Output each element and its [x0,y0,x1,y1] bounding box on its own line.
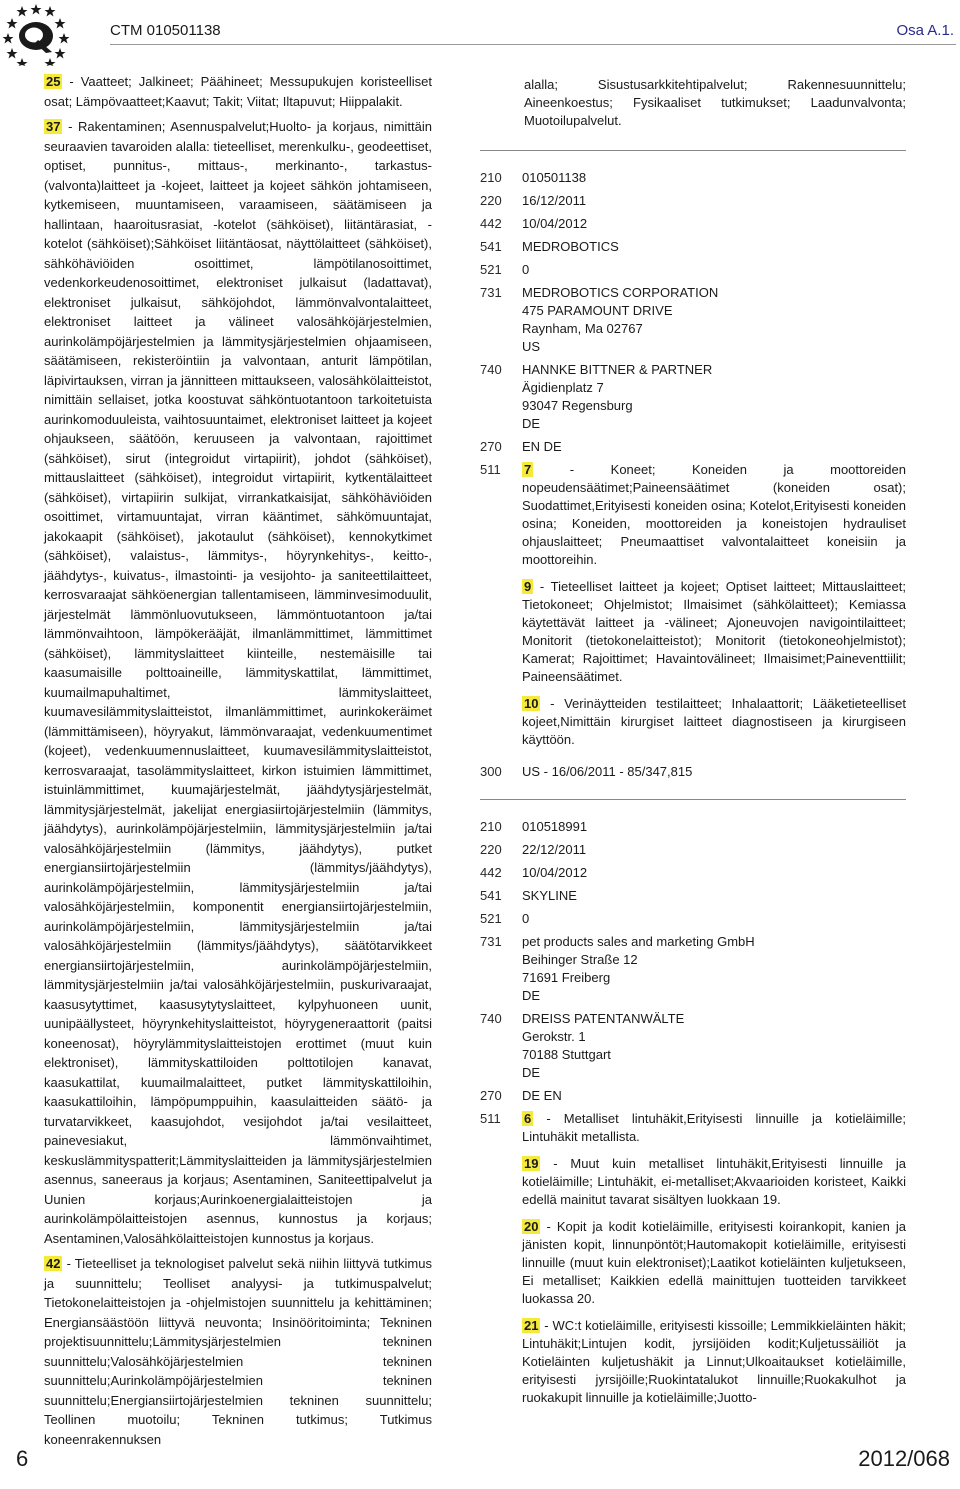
class-number-badge: 25 [46,74,61,89]
continued-text: alalla; Sisustusarkkitehtipalvelut; Rakennesuunnittelu; Aineenkoestus; Fysikaaliset tutkimukset; Laadunvalvonta; Muotoilupalvelut. [524,77,906,128]
class-entry [522,1218,906,1308]
field-code: 270 [480,1088,502,1103]
field-code: 521 [480,262,502,277]
class-entry [522,1110,906,1146]
class-text: - Kopit ja kodit kotieläimille, erityisesti koirankopit, kanien ja jänisten kopit, linnunpöntöt;Hautomakopit kotieläimille, erityisesti linnuille (muut kuin elektroniset);Laatikot kotieläinten kuljetukseen, Ei metalliset; Kaikkien edellä mainittujen tuotteiden tarvikkeet luokassa 20. [522,1219,906,1306]
class-text: - WC:t kotieläimille, erityisesti kissoille; Lemmikkieläinten häkit; Lintuhäkit;Lintujen kodit, jyrsijöiden kodit;Kuljetussäiliöt ja Kotieläinten kuljetushäkit ja Linnut;Ulkoaitaukset kotieläimille, erityisesti jyrsijöille;Ruokintatalukot linnuille;Ruokakulhot ja ruokakupit linnuille ja kotieläimille;Juotto- [522,1318,906,1405]
class-entry [522,1155,906,1209]
class-number-badge: 10 [524,696,539,711]
field-value: DE [522,416,541,431]
page-number: 6 [16,1446,29,1471]
class-number-badge: 37 [46,119,61,134]
field-value: DREISS PATENTANWÄLTE [522,1011,685,1026]
field-value: 93047 Regensburg [522,398,633,413]
class-text: - Koneet; Koneiden ja moottoreiden nopeudensäätimet;Paineensäätimet (koneiden osat); Suodattimet,Erityisesti koneiden osina; Kotelot,Erityisesti koneiden osina; Koneiden, moottoreiden ja koneistojen hydrauliset ohjauslaitteet; Pneumaattiset valvontalaitteet koneisiin ja moottoreihin. [522,462,906,567]
left-column [44,72,432,1449]
field-value: 16/12/2011 [522,193,587,208]
field-value: 010501138 [522,170,587,185]
field-code: 541 [480,888,502,903]
field-code: 731 [480,934,502,949]
field-code: 210 [480,819,502,834]
class-entry [522,695,906,749]
record-field [480,818,906,836]
class-number-badge: 19 [524,1156,539,1171]
class-entry [522,578,906,686]
field-value: US - 16/06/2011 - 85/347,815 [522,764,693,779]
record-field [480,864,906,882]
field-code: 521 [480,911,502,926]
document-code: CTM 010501138 [110,22,221,39]
record-field [480,284,906,356]
field-value: 010518991 [522,819,588,834]
record-field [480,461,906,758]
class-text: - Rakentaminen; Asennuspalvelut;Huolto- ja korjaus, nimittäin seuraavien tavaroiden alalla: tieteelliset, merenkulku-, geodeettiset, optiset, punnitus-, mittaus-, merkinanto-, tarkastus- (valvonta)laitteet ja -kojeet, laitteet ja kojeet sähkön johtamiseen, kytkemiseen, muuntamiseen, varaamiseen, säätämiseen ja hallintaan, haaroitusrasiat, -kotelot (sähköiset), liitäntärasiat, -kotelot (sähköiset);Sähköiset liitäntäosat, näyttölaitteet (sähköiset), sähköhäviöiden osoittimet, lämpötilanosoittimet, vedenkorkeudenosoittimet, elektroniset julkaisut (ladattavat), elektroniset julkaisut, sähköjohdot, lämmönvalvontalaitteet, elektroniset laitteet ja välineet valosähköjärjestelmien, aurinkolämpöjärjestelmien ja lämmitysjärjestelmien ohjaamiseen, säätämiseen, rekisteröintiin ja valvontaan, anturit lämpötilan, läpivirtauksen, virran ja jännitteen mittaukseen, valosähkölaitteistot, nimittäin sellaiset, jotka koostuvat sähköntuotantoon tarkoitetuista aurinkomoduuleista, vaihtosuuntaimet, elektroniset laitteet ja kojeet ohjaukseen, säätöön, keruuseen ja valvontaan, rajoittimet (sähköiset), sirut (integroidut virtapiirit), johdot (sähköiset), mittauslaitteet (sähköiset), integroidut virtapiirit, kytkentälaitteet (sähköiset), virtapiirin sulkijat, virrankatkaisijat, sähköhäviöiden osoittimet, virtamuuntajat, virran kääntimet, sähkömuuntajat, jakokaapit (sähköiset), jakotaulut (sähköiset), kennokytkimet (sähköiset), valaistus-, lämmitys-, höyrynkehitys-, keitto-, jäähdytys-, kuivatus-, ilmastointi- ja vesijohto- ja saniteettilaitteet, kerrosvaraajat sähköenergian tallentamiseen, lämminvesimoduulit, järjestelmät lämmönluovutukseen, lämmöntuotantoon ja/tai lämmönvaihtoon, lämpökerääjät, ilmanlämmittimet, lämmittimet (sähköiset), lämmityslaitteet kiinteille, nestemäisille tai kaasumaisille polttoaineille, lämmityskattilat, lämmittimet, kuumailmapuhaltimet, lämmityslaitteet, kuumavesilämmityslaitteistot, ilmanlämmittimet, aurinkokeräimet (lämmittämiseen), höyryakut, lämmönvaraajat, vedenkuumentimet (kojeet), vedenkuumennuslaitteet, kuumavesilämmityslaitteistot, kerrosvaraajat, tasolämmityslaitteet, kirkon istuimien lämmittimet, istuinlämmittimet, kuumajärjestelmät, jäähdytysjärjestelmät, lämmitysjärjestelmät, jakelijat energiasiirtojärjestelmiin (lämmitys, jäähdytys), aurinkolämpöjärjestelmiin, lämmitysjärjestelmiin ja/tai valosähköjärjestelmiin (lämmitys, jäähdytys), putket energiansiirtojärjestelmiin (lämmitys/jäähdytys), aurinkolämpöjärjestelmiin, lämmitysjärjestelmiin ja/tai valosähköjärjestelmiin, komponentit energiansiirtojärjestelmiin, aurinkolämpöjärjestelmiin, lämmitysjärjestelmiin ja/tai valosähköjärjestelmiin (lämmitys/jäähdytys), säätötarvikkeet energiansiirtojärjestelmiin, aurinkolämpöjärjestelmiin, lämmitysjärjestelmiin ja/tai valosähköjärjestelmiin, puskurivaraajat, kaasusytyttimet, kaasusytytyslaitteet, kylpyhuoneen uunit, uunipäällysteet, höyrynkehityslaitteistot, höyrygeneraattorit (paitsi koneenosat), höyrylämmityslaitteistojen erottimet (muut kuin elektroniset), lämmityskattiloiden polttotilojen kanavat, kaasukattilat, kuumailmalaitteet, putket lämmityskattiloihin, kaasukattiloihin, lämpöpumppuihin, kaasulaitteiden säätö- ja turvatarvikkeet, kaasujohdot, vesijohdot ja/tai vesilaitteet, painevesiakut, lämmönvaihtimet, keskuslämmityspatterit;Lämmityslaitteiden ja lämmitysjärjestelmien asennus, saneeraus ja korjaus; Asentaminen, Saniteettipalvelut ja Uunien korjaus;Aurinkoenergialaitteistojen ja aurinkolämpölaitteistojen asennus, kunnostus ja korjaus; Asentaminen,Valosähkölaitteistojen kunnostus ja korjaus. [44,119,432,1246]
office-emblem-logo [2,2,102,66]
field-value: 10/04/2012 [522,216,588,231]
record-field [480,1087,906,1105]
field-code: 740 [480,362,502,377]
record-divider [480,799,906,800]
field-code: 300 [480,764,502,779]
field-value: Ägidienplatz 7 [522,380,604,395]
field-value: SKYLINE [522,888,577,903]
field-code: 442 [480,216,502,231]
class-number-badge: 9 [524,579,532,594]
record-field [480,238,906,256]
class-text: - Muut kuin metalliset lintuhäkit,Erityisesti linnuille ja kotieläimille; Lintuhäkit, ei-metalliset;Akvaarioiden koristeet, Kaikki edellä mainitut tavarat sisältyen luokkaan 19. [522,1156,906,1207]
field-value: pet products sales and marketing GmbH [522,934,755,949]
field-code: 270 [480,439,502,454]
class-text: - Vaatteet; Jalkineet; Päähineet; Messupukujen koristeelliset osat; Lämpövaatteet;Kaavut; Takit; Viitat; Iltapuvut; Hiippalakit. [44,74,432,109]
class-entry [44,1254,432,1449]
class-number-badge: 21 [524,1318,539,1333]
class-number-badge: 20 [524,1219,539,1234]
field-code: 731 [480,285,502,300]
record-field [480,910,906,928]
field-code: 220 [480,193,502,208]
edition-label: Osa A.1. [896,22,954,39]
field-value: DE [522,1065,541,1080]
class-number-badge: 7 [524,462,532,477]
field-value: HANNKE BITTNER & PARTNER [522,362,713,377]
class-number-badge: 6 [524,1111,532,1126]
field-value: 0 [522,262,530,277]
record-field [480,192,906,210]
field-code: 220 [480,842,502,857]
record-field [480,261,906,279]
class-text: - Verinäytteiden testilaitteet; Inhalaattorit; Lääketieteelliset kojeet,Nimittäin kirurgiset laitteet diagnostiseen ja kirurgiseen käyttöön. [522,696,906,747]
field-value: 475 PARAMOUNT DRIVE [522,303,673,318]
record-divider [480,150,906,151]
trademark-record [480,169,906,781]
field-value: 10/04/2012 [522,865,588,880]
record-field [480,887,906,905]
field-value: MEDROBOTICS [522,239,619,254]
header-divider [110,44,956,45]
record-field [480,169,906,187]
class-entry [44,117,432,1248]
right-column [480,76,906,1421]
field-code: 541 [480,239,502,254]
field-code: 442 [480,865,502,880]
class-entry [522,1317,906,1407]
field-code: 511 [480,1111,501,1126]
record-field [480,215,906,233]
record-field [480,1010,906,1082]
record-field [480,763,906,781]
field-value: Gerokstr. 1 [522,1029,586,1044]
record-field [480,438,906,456]
class-entry [44,72,432,111]
class-text: - Metalliset lintuhäkit,Erityisesti linnuille ja kotieläimille; Lintuhäkit metallista. [522,1111,906,1144]
field-value: MEDROBOTICS CORPORATION [522,285,719,300]
class-number-badge: 42 [46,1256,61,1271]
record-field [480,1110,906,1416]
field-value: EN DE [522,439,562,454]
issue-number: 2012/068 [858,1446,950,1471]
field-value: DE EN [522,1088,562,1103]
field-code: 210 [480,170,502,185]
record-field [480,361,906,433]
field-value: 22/12/2011 [522,842,587,857]
record-field [480,841,906,859]
field-value: 70188 Stuttgart [522,1047,611,1062]
field-code: 740 [480,1011,502,1026]
record-field [480,933,906,1005]
field-value: DE [522,988,541,1003]
field-value: US [522,339,541,354]
class-text: - Tieteelliset ja teknologiset palvelut sekä niihin liittyvä tutkimus ja suunnittelu; Teolliset analyysi- ja tutkimuspalvelut; Tietokonelaitteistojen ja -ohjelmistojen suunnittelu ja kehittäminen; Energiansäästöön liittyvä neuvonta; Insinööritoiminta; Tekninen projektisuunnittelu;Lämmitysjärjestelmien tekninen suunnittelu;Valosähköjärjestelmien tekninen suunnittelu;Aurinkolämpöjärjestelmien tekninen suunnittelu;Energiansiirtojärjestelmien tekninen suunnittelu; Teollinen muotoilu; Tekninen tutkimus; Tutkimus koneenrakennuksen [44,1256,432,1447]
field-value: 71691 Freiberg [522,970,611,985]
field-code: 511 [480,462,501,477]
trademark-record [480,818,906,1416]
class-entry [522,461,906,569]
field-value: 0 [522,911,530,926]
field-value: Raynham, Ma 02767 [522,321,643,336]
class-text: - Tieteelliset laitteet ja kojeet; Optiset laitteet; Mittauslaitteet; Tietokoneet; Ohjelmistot; Ilmaisimet (sähkölaitteet); Kemiassa käytettävät laitteet ja -välineet; Ajoneuvojen navigointilaitteet; Monitorit (tietokonelaitteistot); Monitorit (tietokoneohjelmistot); Kamerat; Rajoittimet; Havaintovälineet; Ilmaisimet;Paineventtiilit; Paineensäätimet. [522,579,906,684]
field-value: Beihinger Straße 12 [522,952,638,967]
